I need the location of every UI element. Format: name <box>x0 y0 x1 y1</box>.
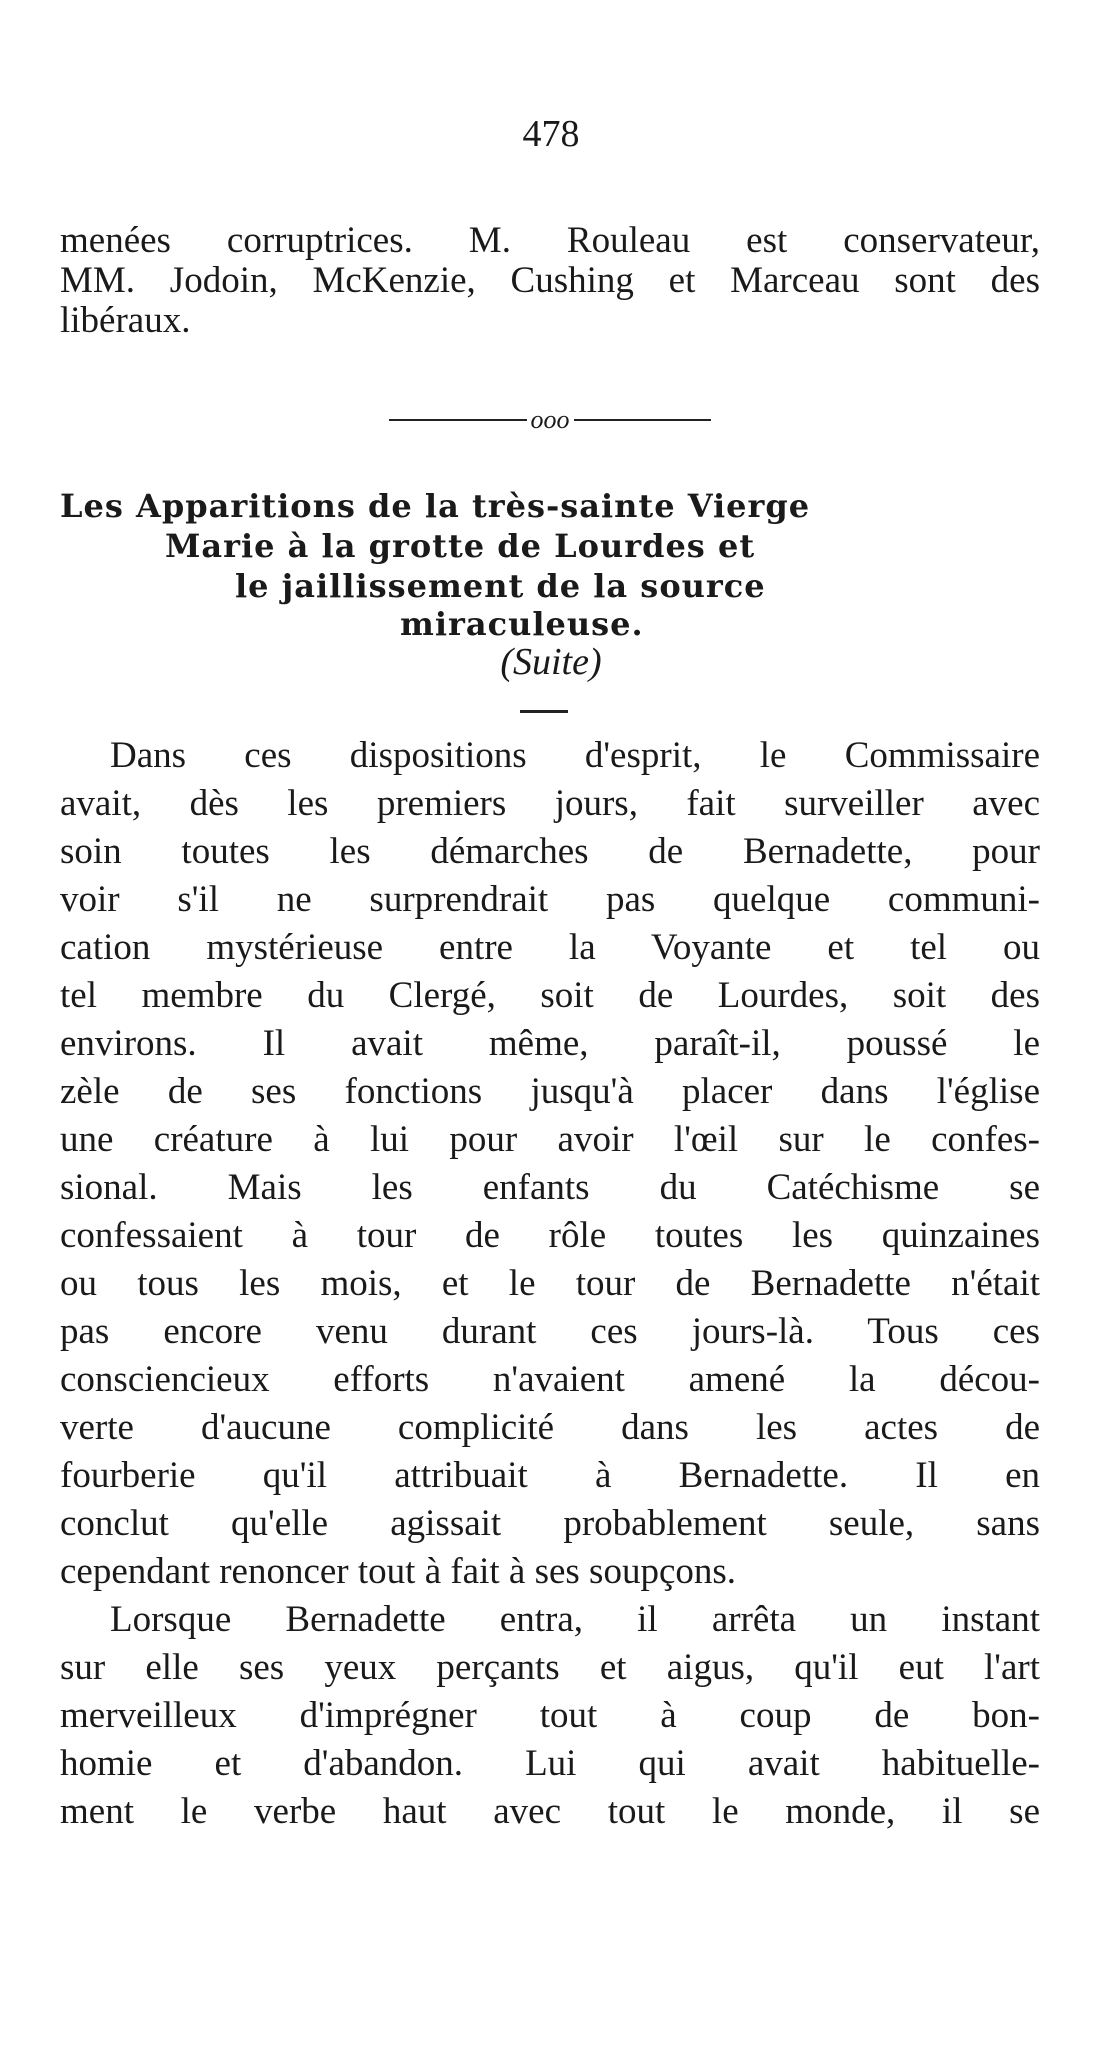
title-line: le jaillissement de la source <box>235 567 766 605</box>
text-line: homie et d'abandon. Lui qui avait habituelle- <box>60 1743 1040 1784</box>
text-line: merveilleux d'imprégner tout à coup de bon- <box>60 1695 1040 1736</box>
text-line: menées corruptrices. M. Rouleau est conservateur, <box>60 220 1040 261</box>
text-line: ou tous les mois, et le tour de Bernadette n'était <box>60 1263 1040 1304</box>
separator-rule-right <box>574 419 712 421</box>
text-line: voir s'il ne surprendrait pas quelque communi- <box>60 879 1040 920</box>
text-line: zèle de ses fonctions jusqu'à placer dans l'église <box>60 1071 1040 1112</box>
text-line: fourberie qu'il attribuait à Bernadette. Il en <box>60 1455 1040 1496</box>
text-line: Lorsque Bernadette entra, il arrêta un instant <box>110 1599 1040 1640</box>
text-line: MM. Jodoin, McKenzie, Cushing et Marceau sont des <box>60 260 1040 301</box>
title-line: Marie à la grotte de Lourdes et <box>165 527 756 565</box>
text-line: sional. Mais les enfants du Catéchisme se <box>60 1167 1040 1208</box>
separator-rule-left <box>389 419 527 421</box>
text-line: cation mystérieuse entre la Voyante et tel ou <box>60 927 1040 968</box>
text-line: verte d'aucune complicité dans les actes de <box>60 1407 1040 1448</box>
text-line: cependant renoncer tout à fait à ses soupçons. <box>60 1551 737 1592</box>
text-line: ment le verbe haut avec tout le monde, il se <box>60 1791 1040 1832</box>
text-line: avait, dès les premiers jours, fait surveiller avec <box>60 783 1040 824</box>
text-line: libéraux. <box>60 300 191 341</box>
text-line: tel membre du Clergé, soit de Lourdes, soit des <box>60 975 1040 1016</box>
text-line: conclut qu'elle agissait probablement seule, sans <box>60 1503 1040 1544</box>
page-number: 478 <box>522 113 580 155</box>
text-line: pas encore venu durant ces jours-là. Tous ces <box>60 1311 1040 1352</box>
short-rule <box>520 710 568 713</box>
text-line: consciencieux efforts n'avaient amené la décou- <box>60 1359 1040 1400</box>
subtitle: (Suite) <box>500 641 602 683</box>
text-line: sur elle ses yeux perçants et aigus, qu'il eut l'art <box>60 1647 1040 1688</box>
text-line: soin toutes les démarches de Bernadette, pour <box>60 831 1040 872</box>
text-line: confessaient à tour de rôle toutes les quinzaines <box>60 1215 1040 1256</box>
separator-mark: ooo <box>530 405 570 434</box>
text-line: une créature à lui pour avoir l'œil sur le confes- <box>60 1119 1040 1160</box>
title-line: miraculeuse. <box>400 605 644 643</box>
section-separator <box>385 400 715 440</box>
text-line: Dans ces dispositions d'esprit, le Commissaire <box>110 735 1040 776</box>
text-line: environs. Il avait même, paraît-il, poussé le <box>60 1023 1040 1064</box>
title-line: Les Apparitions de la très-sainte Vierge <box>60 487 811 525</box>
